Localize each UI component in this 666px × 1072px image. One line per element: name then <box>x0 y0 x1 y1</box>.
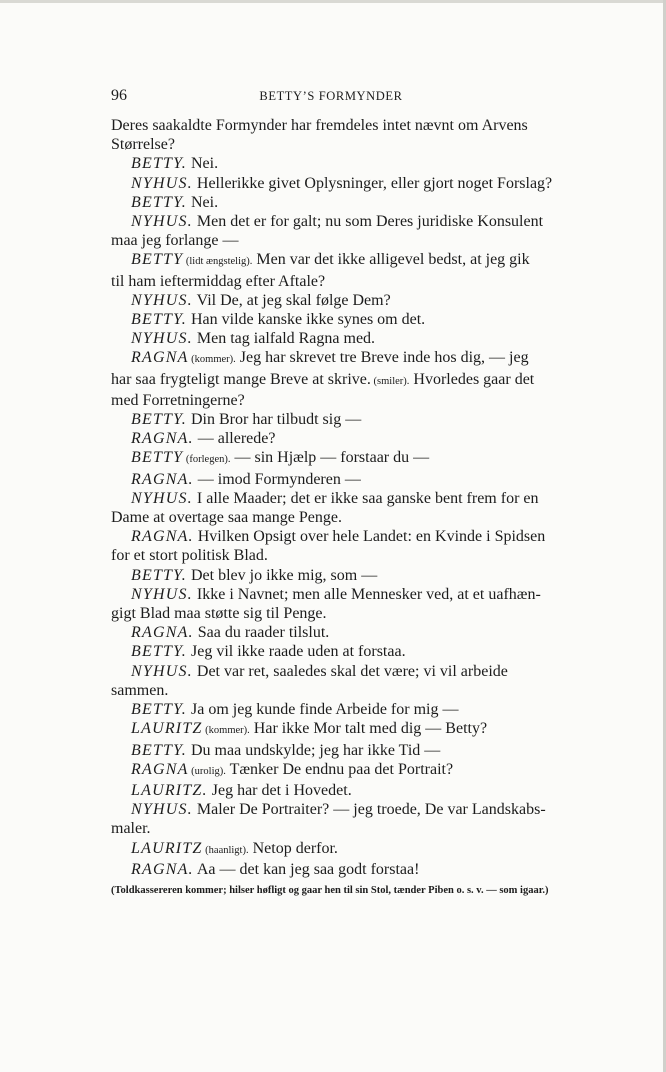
dialogue-text: maler. <box>111 820 151 838</box>
speaker-name: BETTY. <box>131 566 187 584</box>
speaker-name: BETTY. <box>131 411 187 429</box>
dialogue-text: Det var ret, saaledes skal det være; vi vil arbeide <box>192 662 508 680</box>
speaker-name: LAURITZ. <box>131 781 208 799</box>
dialogue-text: har saa frygteligt mange Breve at skrive. <box>111 370 371 388</box>
speaker-name: BETTY. <box>131 193 187 211</box>
text-line <box>111 585 616 604</box>
dialogue-text: Jeg vil ikke raade uden at forstaa. <box>186 643 406 661</box>
text-line <box>111 839 616 860</box>
dialogue-text: til ham ieftermiddag efter Aftale? <box>111 272 326 290</box>
speaker-name: BETTY. <box>131 155 187 173</box>
dialogue-text: Ja om jeg kunde finde Arbeide for mig — <box>186 701 459 719</box>
text-line <box>111 231 616 250</box>
speaker-name: NYHUS. <box>131 801 193 819</box>
text-line <box>111 470 616 489</box>
text-line <box>111 760 616 781</box>
dialogue-text: gigt Blad maa støtte sig til Penge. <box>111 605 327 623</box>
speaker-name: RAGNA. <box>131 470 194 488</box>
dialogue-text: — allerede? <box>193 430 276 448</box>
text-line <box>111 250 616 271</box>
speaker-name: RAGNA. <box>131 624 194 642</box>
stage-direction: (urolig). <box>188 765 226 777</box>
speaker-name: NYHUS. <box>131 213 193 231</box>
stage-direction: (kommer). <box>202 725 250 737</box>
dialogue-text: Ikke i Navnet; men alle Mennesker ved, at et uafhæn- <box>192 585 541 603</box>
dialogue-text: Nei. <box>186 193 219 211</box>
speaker-name: RAGNA. <box>131 430 194 448</box>
dialogue-text: Tænker De endnu paa det Portrait? <box>225 760 454 778</box>
speaker-name: BETTY. <box>131 701 187 719</box>
dialogue-text: Hellerikke givet Oplysninger, eller gjort noget Forslag? <box>192 174 553 192</box>
dialogue-text: med Forretningerne? <box>111 391 245 409</box>
dialogue-text: — sin Hjælp — forstaar du — <box>230 449 430 467</box>
text-line <box>111 800 616 819</box>
dialogue-text: Saa du raader tilslut. <box>193 624 330 642</box>
speaker-name: NYHUS. <box>131 174 193 192</box>
dialogue-text: Men det er for galt; nu som Deres juridiske Konsulent <box>192 213 544 231</box>
text-line <box>111 154 616 173</box>
speaker-name: LAURITZ <box>131 839 203 857</box>
speaker-name: BETTY <box>131 251 184 269</box>
speaker-name: NYHUS. <box>131 662 193 680</box>
dialogue-text: Nei. <box>186 155 219 173</box>
text-line <box>111 370 616 391</box>
text-line <box>111 719 616 740</box>
text-line <box>111 566 616 585</box>
dialogue-text: Jeg har det i Hovedet. <box>207 781 352 799</box>
text-line <box>111 291 616 310</box>
text-line <box>111 193 616 212</box>
speaker-name: RAGNA <box>131 760 189 778</box>
text-line <box>111 272 616 291</box>
speaker-name: BETTY <box>131 449 184 467</box>
stage-direction: (kommer). <box>188 354 236 366</box>
stage-direction: (haanligt). <box>202 844 249 856</box>
dialogue-text: Dame at overtage saa mange Penge. <box>111 509 343 527</box>
speaker-name: NYHUS. <box>131 585 193 603</box>
text-line <box>111 642 616 661</box>
dialogue-text: Hvorledes gaar det <box>409 370 535 388</box>
dialogue-text: Deres saakaldte Formynder har fremdeles intet nævnt om Arvens <box>111 117 528 134</box>
dialogue-text: for et stort politisk Blad. <box>111 547 268 565</box>
text-line <box>111 348 616 369</box>
speaker-name: NYHUS. <box>131 489 193 507</box>
text-line <box>111 781 616 800</box>
text-line <box>111 429 616 448</box>
speaker-name: BETTY. <box>131 741 187 759</box>
text-line <box>111 623 616 642</box>
dialogue-text: Det blev jo ikke mig, som — <box>186 566 378 584</box>
dialogue-text: Maler De Portraiter? — jeg troede, De var Landskabs- <box>192 801 546 819</box>
dialogue-text: Jeg har skrevet tre Breve inde hos dig, — jeg <box>235 349 529 367</box>
page-header <box>111 87 616 109</box>
text-line <box>111 662 616 681</box>
dialogue-text: Men var det ikke alligevel bedst, at jeg gik <box>252 251 530 269</box>
dialogue-text: — imod Formynderen — <box>193 470 361 488</box>
text-line <box>111 819 616 838</box>
page-top-edge <box>0 0 666 3</box>
text-line <box>111 329 616 348</box>
text-line <box>111 508 616 527</box>
text-line <box>111 310 616 329</box>
stage-direction: (forlegen). <box>183 454 231 466</box>
text-line <box>111 448 616 469</box>
dialogue-text: Hvilken Opsigt over hele Landet: en Kvinde i Spidsen <box>193 528 546 546</box>
text-line <box>111 212 616 231</box>
text-line <box>111 681 616 700</box>
text-line <box>111 700 616 719</box>
dialogue-text: Din Bror har tilbudt sig — <box>186 411 362 429</box>
text-line <box>111 741 616 760</box>
dialogue-text: I alle Maader; det er ikke saa ganske bent frem for en <box>192 489 539 507</box>
text-line <box>111 527 616 546</box>
dialogue-text: Men tag ialfald Ragna med. <box>192 330 376 348</box>
text-line <box>111 174 616 193</box>
dialogue-body <box>111 116 616 900</box>
dialogue-text: Aa — det kan jeg saa godt forstaa! <box>193 860 420 878</box>
text-line <box>111 489 616 508</box>
dialogue-text: Har ikke Mor talt med dig — Betty? <box>249 720 488 738</box>
dialogue-text: maa jeg forlange — <box>111 232 239 250</box>
running-title: BETTY’S FORMYNDER <box>259 89 403 103</box>
stage-direction-footnote: (Toldkassereren kommer; hilser høfligt og gaar hen til sin Stol, tænder Piben o. s. v. — som igaar.) <box>111 884 549 896</box>
speaker-name: RAGNA <box>131 349 189 367</box>
text-line <box>111 546 616 565</box>
text-line <box>111 391 616 410</box>
speaker-name: LAURITZ <box>131 720 203 738</box>
dialogue-text: Størrelse? <box>111 136 175 154</box>
dialogue-text: Han vilde kanske ikke synes om det. <box>186 311 426 329</box>
text-line <box>111 116 616 135</box>
speaker-name: NYHUS. <box>131 291 193 309</box>
speaker-name: NYHUS. <box>131 330 193 348</box>
stage-direction: (lidt ængstelig). <box>183 256 253 268</box>
stage-direction: (smiler). <box>370 375 410 387</box>
text-line <box>111 410 616 429</box>
text-line <box>111 604 616 623</box>
text-line <box>111 860 616 879</box>
text-line <box>111 135 616 154</box>
speaker-name: RAGNA. <box>131 528 194 546</box>
dialogue-text: Du maa undskylde; jeg har ikke Tid — <box>186 741 441 759</box>
dialogue-text: Vil De, at jeg skal følge Dem? <box>192 291 391 309</box>
speaker-name: BETTY. <box>131 311 187 329</box>
dialogue-text: sammen. <box>111 681 169 699</box>
speaker-name: BETTY. <box>131 643 187 661</box>
page-number: 96 <box>111 87 127 104</box>
dialogue-text: Netop derfor. <box>248 839 338 857</box>
speaker-name: RAGNA. <box>131 860 194 878</box>
